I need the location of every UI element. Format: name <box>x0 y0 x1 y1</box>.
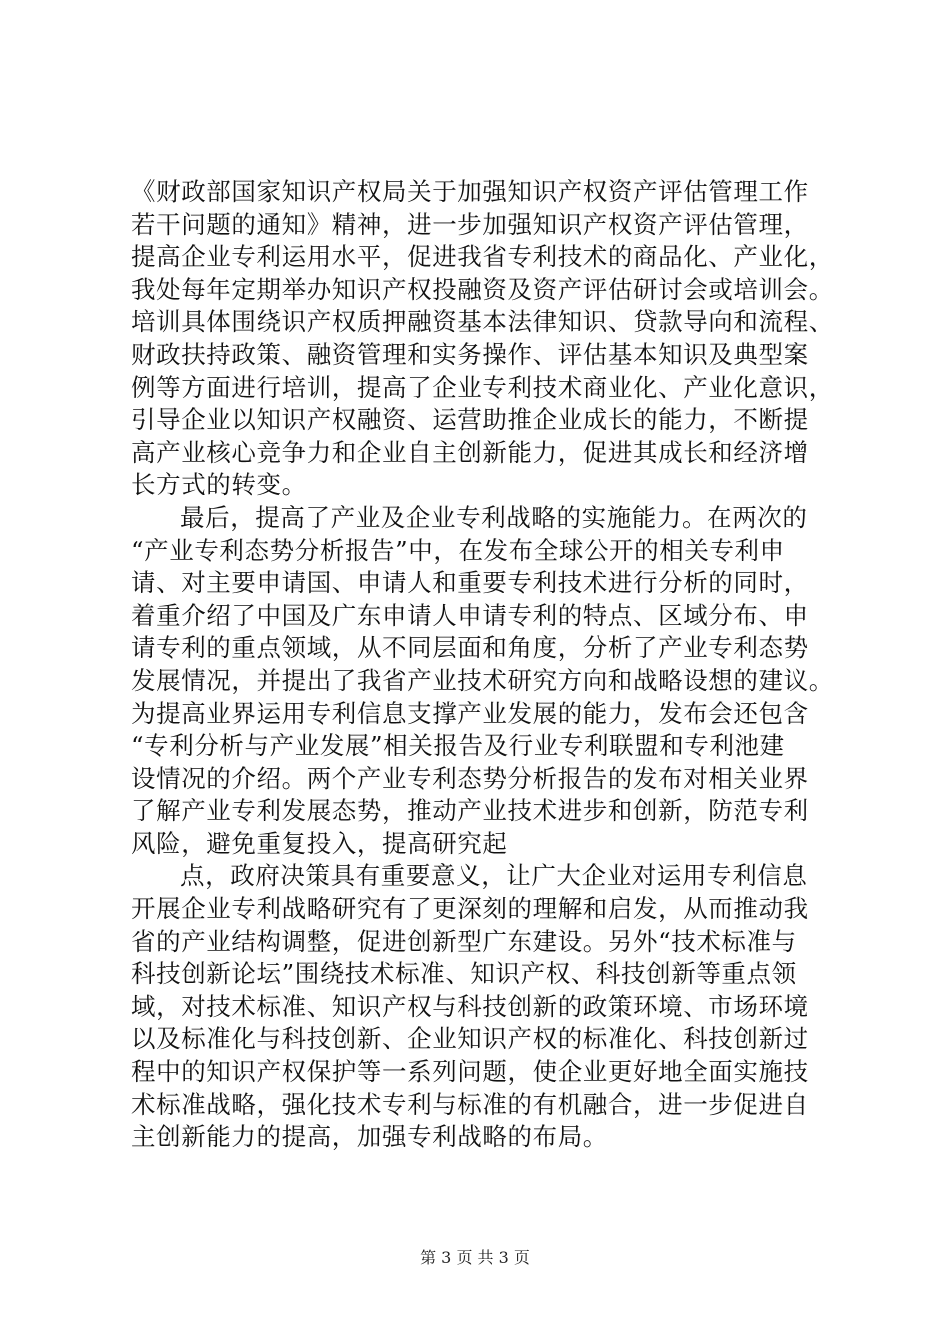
text-line: 程中的知识产权保护等一系列问题，使企业更好地全面实施技 <box>131 1057 809 1087</box>
text-line: 若干问题的通知》精神，进一步加强知识产权资产评估管理， <box>131 209 809 239</box>
text-line: 主创新能力的提高，加强专利战略的布局。 <box>131 1122 608 1152</box>
text-line: 省的产业结构调整，促进创新型广东建设。另外“技术标准与 <box>131 926 797 956</box>
text-line: 例等方面进行培训，提高了企业专利技术商业化、产业化意识， <box>131 372 834 402</box>
text-line: 引导企业以知识产权融资、运营助推企业成长的能力，不断提 <box>131 405 809 435</box>
text-line: 科技创新论坛”围绕技术标准、知识产权、科技创新等重点领 <box>131 959 797 989</box>
text-line: 请专利的重点领域，从不同层面和角度，分析了产业专利态势 <box>131 633 809 663</box>
text-line: “专利分析与产业发展”相关报告及行业专利联盟和专利池建 <box>131 731 785 761</box>
text-line: 域，对技术标准、知识产权与科技创新的政策环境、市场环境 <box>131 991 809 1021</box>
text-line: “产业专利态势分析报告”中，在发布全球公开的相关专利申 <box>131 535 785 565</box>
text-line: 术标准战略，强化技术专利与标准的有机融合，进一步促进自 <box>131 1089 809 1119</box>
text-line: 为提高业界运用专利信息支撑产业发展的能力，发布会还包含 <box>131 698 809 728</box>
paragraph-start-line: 最后，提高了产业及企业专利战略的实施能力。在两次的 <box>180 502 808 532</box>
text-line: 开展企业专利战略研究有了更深刻的理解和启发，从而推动我 <box>131 894 809 924</box>
page-number-footer: 第 3 页 共 3 页 <box>420 1248 530 1267</box>
text-line: 了解产业专利发展态势，推动产业技术进步和创新，防范专利 <box>131 796 809 826</box>
text-line: 着重介绍了中国及广东申请人申请专利的特点、区域分布、申 <box>131 600 809 630</box>
text-line: 长方式的转变。 <box>131 470 307 500</box>
text-line: 财政扶持政策、融资管理和实务操作、评估基本知识及典型案 <box>131 339 809 369</box>
text-line: 以及标准化与科技创新、企业知识产权的标准化、科技创新过 <box>131 1024 809 1054</box>
text-line: 请、对主要申请国、申请人和重要专利技术进行分析的同时， <box>131 568 809 598</box>
text-line: 我处每年定期举办知识产权投融资及资产评估研讨会或培训会。 <box>131 274 834 304</box>
text-line: 风险，避免重复投入，提高研究起 <box>131 828 508 858</box>
document-body <box>131 176 834 1154</box>
text-line: 高产业核心竞争力和企业自主创新能力，促进其成长和经济增 <box>131 437 809 467</box>
text-line: 培训具体围绕识产权质押融资基本法律知识、贷款导向和流程、 <box>131 307 834 337</box>
text-line: 发展情况，并提出了我省产业技术研究方向和战略设想的建议。 <box>131 665 834 695</box>
text-line: 《财政部国家知识产权局关于加强知识产权资产评估管理工作 <box>131 177 809 206</box>
paragraph-start-line: 点，政府决策具有重要意义，让广大企业对运用专利信息 <box>180 861 808 891</box>
text-line: 提高企业专利运用水平，促进我省专利技术的商品化、产业化， <box>131 242 834 272</box>
text-line: 设情况的介绍。两个产业专利态势分析报告的发布对相关业界 <box>131 763 809 793</box>
